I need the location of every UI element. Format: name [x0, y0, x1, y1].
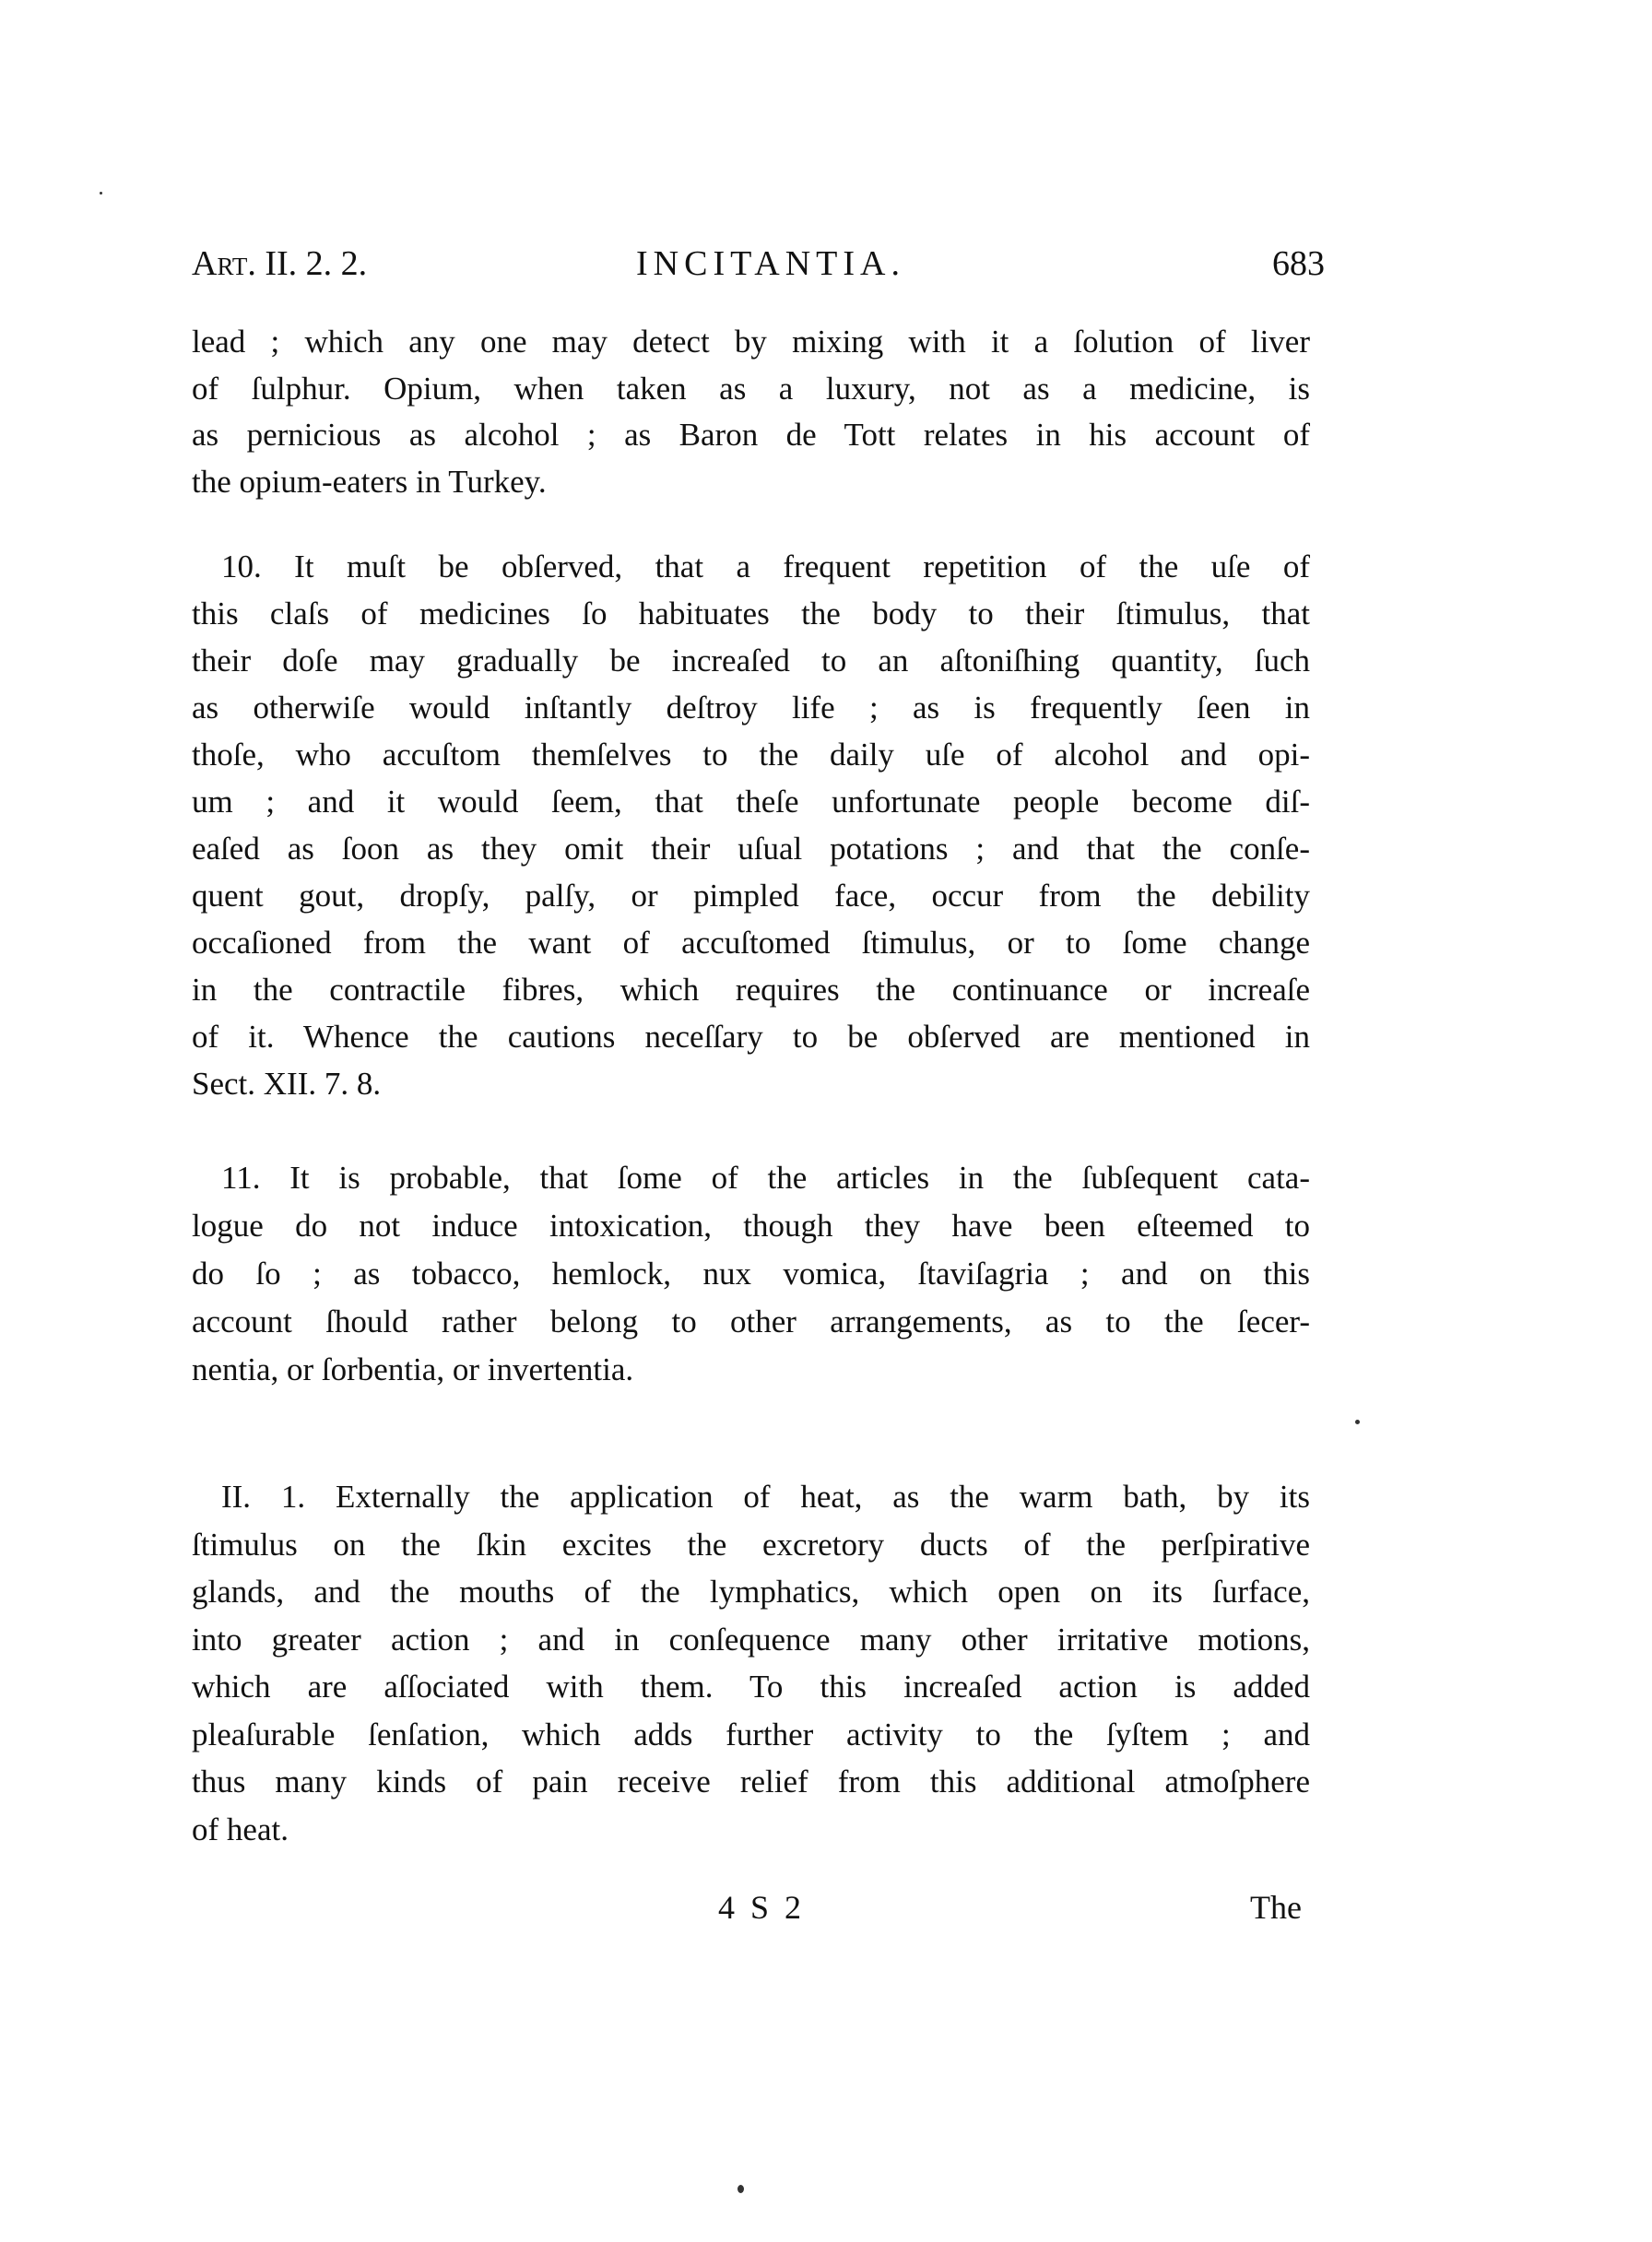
text-line: eaſed as ſoon as they omit their uſual potations ; and that the conſe- [192, 831, 1310, 867]
text-line: thus many kinds of pain receive relief from this additional atmoſphere [192, 1764, 1310, 1800]
text-line: in the contractile fibres, which requires the continuance or increaſe [192, 972, 1310, 1008]
text-line: account ſhould rather belong to other arrangements, as to the ſecer- [192, 1304, 1310, 1339]
catchword: The [1250, 1889, 1302, 1926]
text-line: Sect. XII. 7. 8. [192, 1066, 382, 1102]
text-line: do ſo ; as tobacco, hemlock, nux vomica, ſtaviſagria ; and on this [192, 1256, 1310, 1292]
scan-speck [738, 2185, 744, 2193]
text-line: 11. It is probable, that ſome of the articles in the ſubſequent cata- [221, 1160, 1310, 1196]
running-head-title: INCITANTIA. [636, 244, 905, 283]
text-line: thoſe, who accuſtom themſelves to the daily uſe of alcohol and opi- [192, 737, 1310, 773]
text-line: glands, and the mouths of the lymphatics, which open on its ſurface, [192, 1574, 1310, 1610]
text-line: of heat. [192, 1811, 289, 1847]
text-line: into greater action ; and in conſequence many other irritative motions, [192, 1621, 1310, 1658]
text-line: 10. It muſt be obſerved, that a frequent repetition of the uſe of [221, 549, 1310, 584]
scan-speck [1355, 1420, 1360, 1424]
text-line: quent gout, dropſy, palſy, or pimpled face, occur from the debility [192, 878, 1310, 914]
text-line: II. 1. Externally the application of heat, as the warm bath, by its [221, 1479, 1310, 1515]
page-number: 683 [1272, 244, 1325, 283]
text-line: um ; and it would ſeem, that theſe unfortunate people become diſ- [192, 784, 1310, 820]
signature-mark: 4 S 2 [717, 1889, 806, 1926]
text-line: which are aſſociated with them. To this increaſed action is added [192, 1669, 1310, 1705]
text-line: occaſioned from the want of accuſtomed ſtimulus, or to ſome change [192, 925, 1310, 961]
text-line: nentia, or ſorbentia, or invertentia. [192, 1351, 634, 1387]
text-line: the opium-eaters in Turkey. [192, 463, 547, 500]
text-line: lead ; which any one may detect by mixing with it a ſolution of liver [192, 324, 1310, 360]
text-line: their doſe may gradually be increaſed to an aſtoniſhing quantity, ſuch [192, 643, 1310, 678]
text-line: logue do not induce intoxication, though they have been eſteemed to [192, 1208, 1310, 1244]
text-line: this claſs of medicines ſo habituates the body to their ſtimulus, that [192, 596, 1310, 631]
text-line: of it. Whence the cautions neceſſary to be obſerved are mentioned in [192, 1019, 1310, 1055]
text-line: ſtimulus on the ſkin excites the excretory ducts of the perſpirative [192, 1526, 1310, 1563]
text-line: pleaſurable ſenſation, which adds further activity to the ſyſtem ; and [192, 1716, 1310, 1752]
text-line: of ſulphur. Opium, when taken as a luxury, not as a medicine, is [192, 370, 1310, 407]
scan-speck [100, 192, 102, 195]
running-head-section: Art. II. 2. 2. [192, 244, 368, 283]
text-line: as otherwiſe would inſtantly deſtroy life ; as is frequently ſeen in [192, 690, 1310, 726]
text-line: as pernicious as alcohol ; as Baron de Tott relates in his account of [192, 417, 1310, 453]
